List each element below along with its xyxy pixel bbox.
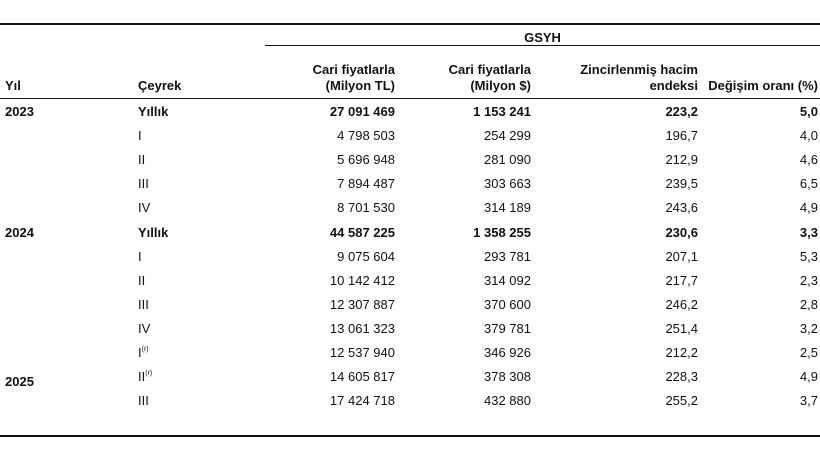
row-current-usd: 1 153 241	[473, 104, 531, 119]
table-row	[0, 389, 820, 413]
row-change-rate: 5,0	[799, 104, 818, 119]
row-quarter	[138, 128, 142, 143]
row-current-usd: 303 663	[484, 176, 531, 192]
header-bottom-rule	[0, 98, 820, 99]
row-chain-index: 217,7	[665, 272, 698, 288]
row-change-rate: 2,5	[799, 345, 818, 360]
row-current-tl: 44 587 225	[329, 224, 395, 240]
table-row	[0, 245, 820, 269]
row-quarter	[138, 345, 149, 360]
col-header-chain-index-line2: endeksi	[649, 78, 698, 93]
row-chain-index: 212,2	[665, 345, 698, 360]
row-quarter-label: Yıllık	[138, 224, 169, 240]
row-current-tl: 9 075 604	[337, 248, 395, 264]
row-change-rate: 4,0	[799, 128, 818, 144]
table-row	[0, 124, 820, 148]
table-row	[0, 172, 820, 196]
row-change-rate: 6,5	[799, 176, 818, 192]
row-current-usd: 370 600	[484, 296, 531, 312]
col-header-current-tl	[265, 62, 395, 94]
col-header-chain-index-line1: Zincirlenmiş hacim	[580, 62, 698, 77]
col-header-current-tl-line2: (Milyon TL)	[325, 78, 395, 93]
row-current-usd: 281 090	[484, 152, 531, 168]
row-current-tl: 4 798 503	[337, 128, 395, 144]
row-chain-index: 255,2	[665, 393, 698, 409]
year-label-2025: 2025	[5, 374, 34, 389]
table-bottom-rule	[0, 435, 820, 437]
row-change-rate: 3,2	[799, 320, 818, 336]
row-chain-index: 251,4	[665, 320, 698, 336]
row-quarter-label: III	[138, 296, 149, 312]
row-current-usd: 379 781	[484, 320, 531, 336]
col-header-chain-index	[545, 62, 698, 94]
row-current-usd: 432 880	[484, 393, 531, 409]
row-change-rate: 3,7	[799, 393, 818, 409]
table-row	[0, 365, 820, 389]
row-current-usd: 293 781	[484, 248, 531, 264]
row-current-usd: 314 092	[484, 272, 531, 288]
row-chain-index: 212,9	[665, 152, 698, 168]
row-quarter-label: III	[138, 393, 149, 409]
row-current-tl: 27 091 469	[329, 104, 395, 119]
row-change-rate: 3,3	[799, 224, 818, 240]
row-current-tl: 7 894 487	[337, 176, 395, 192]
col-header-year: Yıl	[5, 78, 21, 93]
row-quarter-label: I	[138, 248, 142, 264]
row-chain-index: 246,2	[665, 296, 698, 312]
row-current-tl: 10 142 412	[329, 272, 395, 288]
row-quarter	[138, 200, 150, 215]
row-current-usd: 254 299	[484, 128, 531, 144]
gsyh-group-rule	[265, 45, 820, 46]
row-current-usd: 346 926	[484, 345, 531, 360]
row-quarter-label: IV	[138, 320, 151, 336]
row-chain-index: 207,1	[665, 248, 698, 264]
table-row	[0, 221, 820, 245]
row-current-tl: 13 061 323	[329, 320, 395, 336]
row-quarter	[138, 152, 145, 167]
gsyh-group-header: GSYH	[524, 30, 561, 45]
col-header-change-rate: Değişim oranı (%)	[708, 78, 818, 93]
row-quarter	[138, 393, 149, 408]
row-change-rate: 2,8	[799, 296, 818, 312]
row-quarter	[138, 369, 152, 384]
row-quarter-label: III	[138, 176, 149, 192]
col-header-current-tl-line1: Cari fiyatlarla	[312, 62, 395, 77]
row-year: 2023	[5, 104, 34, 119]
revised-marker: (r)	[145, 370, 153, 378]
row-change-rate: 2,3	[799, 272, 818, 288]
row-quarter-label: II	[138, 369, 146, 385]
row-current-tl: 5 696 948	[337, 152, 395, 168]
row-quarter-label: I	[138, 128, 142, 144]
row-current-usd: 378 308	[484, 369, 531, 385]
row-change-rate: 4,6	[799, 152, 818, 168]
row-year: 2024	[5, 224, 34, 240]
row-chain-index: 230,6	[665, 224, 698, 240]
row-quarter	[138, 273, 145, 288]
row-quarter-label: Yıllık	[138, 104, 169, 119]
row-quarter	[138, 321, 150, 336]
table-row	[0, 148, 820, 172]
row-chain-index: 239,5	[665, 176, 698, 192]
table-row	[0, 317, 820, 341]
col-header-quarter: Çeyrek	[138, 78, 182, 93]
col-header-current-usd	[400, 62, 531, 94]
row-current-usd: 1 358 255	[473, 224, 531, 240]
row-quarter-label: II	[138, 272, 146, 288]
row-chain-index: 228,3	[665, 369, 698, 385]
row-quarter	[138, 249, 142, 264]
table-row	[0, 341, 820, 365]
row-quarter-label: II	[138, 152, 146, 168]
row-quarter	[138, 297, 149, 312]
row-quarter	[138, 225, 168, 240]
row-current-tl: 12 537 940	[329, 345, 395, 360]
table-top-rule	[0, 23, 820, 25]
row-current-usd: 314 189	[484, 200, 531, 216]
row-chain-index: 243,6	[665, 200, 698, 216]
row-quarter	[138, 104, 168, 119]
row-current-tl: 14 605 817	[329, 369, 395, 385]
table-row	[0, 269, 820, 293]
col-header-current-usd-line1: Cari fiyatlarla	[448, 62, 531, 77]
row-current-tl: 8 701 530	[337, 200, 395, 216]
row-quarter-label: IV	[138, 200, 151, 216]
row-quarter	[138, 176, 149, 191]
row-change-rate: 4,9	[799, 200, 818, 216]
revised-marker: (r)	[141, 346, 149, 353]
row-current-tl: 12 307 887	[329, 296, 395, 312]
col-header-current-usd-line2: (Milyon $)	[470, 78, 531, 93]
row-quarter-label: I	[138, 345, 142, 360]
row-chain-index: 196,7	[665, 128, 698, 144]
row-current-tl: 17 424 718	[329, 393, 395, 409]
table-row	[0, 293, 820, 317]
row-change-rate: 5,3	[799, 248, 818, 264]
row-chain-index: 223,2	[665, 104, 698, 119]
row-change-rate: 4,9	[799, 369, 818, 385]
table-row	[0, 100, 820, 124]
table-row	[0, 196, 820, 220]
